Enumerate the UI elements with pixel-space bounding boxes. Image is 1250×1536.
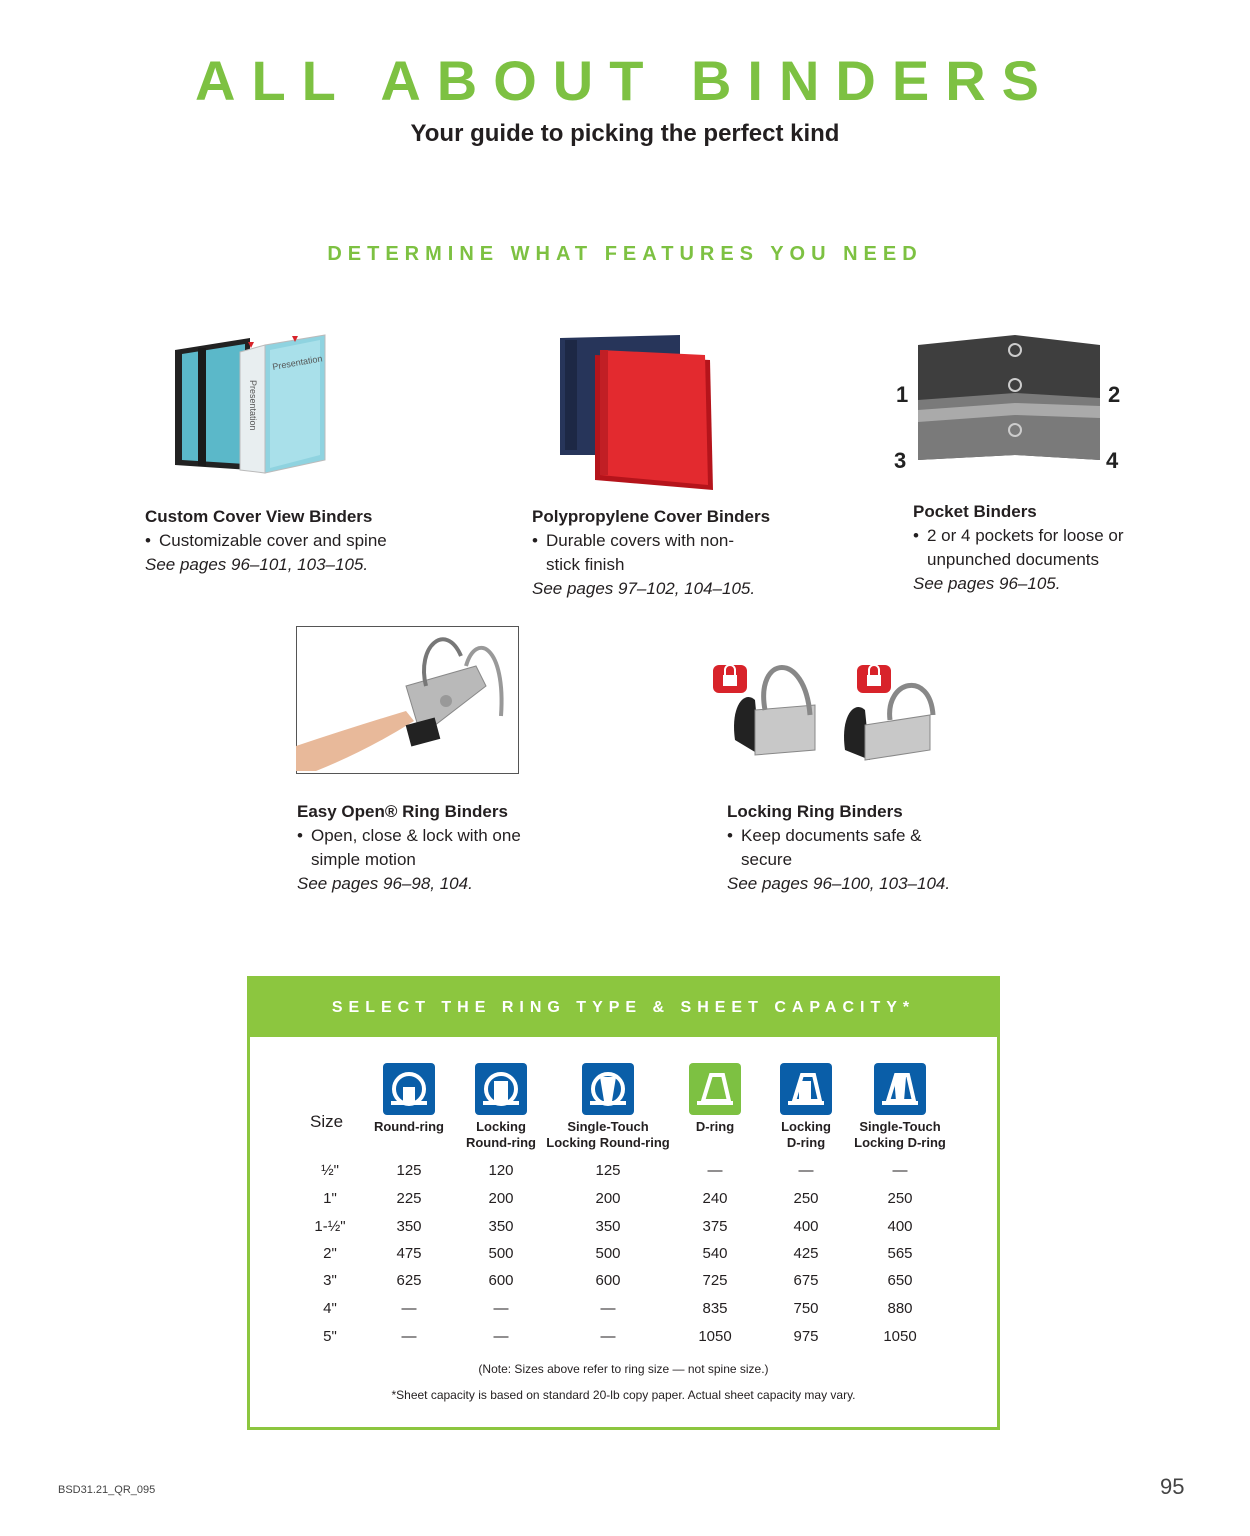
feature-easy-open xyxy=(297,800,537,896)
feature-bullet: Keep documents safe & secure xyxy=(741,826,922,869)
features-heading: DETERMINE WHAT FEATURES YOU NEED xyxy=(327,243,923,265)
table-footnote: *Sheet capacity is based on standard 20-lb copy paper. Actual sheet capacity may vary. xyxy=(391,1388,856,1402)
feature-bullet: Durable covers with non-stick finish xyxy=(546,531,735,574)
capacity-table: SELECT THE RING TYPE & SHEET CAPACITY* Size Round-ring Locking Round-ring Single-Touch Locking Round-ring D-ring Locking D-ring Single-Touch Locking D-ring ½" 125 120 125 — — — 1" 225 200 200 240 250 250 1-½" 350 350 350 375 400 400 2" 475 500 500 540 425 565 3" 625 600 600 725 675 650 4" — — — 835 750 880 5" — — — 1050 975 1050 (Note: Sizes above refer to ring size — not spine size.) *Sheet capacity is based on standard 20-lb copy paper. Actual sheet capacity may vary. xyxy=(247,976,1000,1430)
pocket-number-2: 2 xyxy=(1108,382,1121,407)
pocket-number-3: 3 xyxy=(894,448,907,473)
feature-pocket xyxy=(913,500,1153,596)
feature-title: Polypropylene Cover Binders xyxy=(532,507,771,526)
bullet-icon: • xyxy=(297,826,303,845)
single-touch-round-ring-icon xyxy=(582,1063,634,1115)
column-label-single-touch-round-ring: Single-Touch Locking Round-ring xyxy=(546,1119,670,1150)
bullet-icon: • xyxy=(727,826,733,845)
feature-title: Custom Cover View Binders xyxy=(145,507,373,526)
feature-pages: See pages 96–105. xyxy=(913,574,1061,593)
locking-ring-image xyxy=(705,655,945,775)
feature-bullet: 2 or 4 pockets for loose or unpunched documents xyxy=(927,526,1124,569)
feature-pages: See pages 96–98, 104. xyxy=(297,874,473,893)
feature-title: Locking Ring Binders xyxy=(727,802,903,821)
feature-title: Pocket Binders xyxy=(913,502,1037,521)
page-subtitle: Your guide to picking the perfect kind xyxy=(410,120,840,147)
size-column-header: Size xyxy=(310,1112,344,1131)
column-label-round-ring: Round-ring xyxy=(373,1119,445,1134)
locking-round-ring-icon xyxy=(475,1063,527,1115)
capacity-table-heading: SELECT THE RING TYPE & SHEET CAPACITY* xyxy=(250,979,997,1037)
round-ring-icon xyxy=(383,1063,435,1115)
pocket-number-1: 1 xyxy=(896,382,909,407)
column-label-locking-round-ring: Locking Round-ring xyxy=(465,1119,537,1150)
spine-label: Presentation xyxy=(248,380,258,431)
table-note: (Note: Sizes above refer to ring size — not spine size.) xyxy=(478,1362,769,1376)
bullet-icon: • xyxy=(913,526,919,545)
pocket-number-4: 4 xyxy=(1106,448,1119,473)
feature-locking xyxy=(727,800,967,896)
column-label-d-ring: D-ring xyxy=(695,1119,735,1134)
feature-pages: See pages 97–102, 104–105. xyxy=(532,579,756,598)
cover-label: Presentation xyxy=(271,353,324,372)
feature-bullet: Customizable cover and spine xyxy=(159,531,387,550)
easy-open-ring-image xyxy=(296,626,520,776)
single-touch-d-ring-icon xyxy=(874,1063,926,1115)
pocket-binder-image xyxy=(890,330,1130,475)
d-ring-icon xyxy=(689,1063,741,1115)
page-number: 95 xyxy=(1160,1474,1185,1499)
feature-pages: See pages 96–101, 103–105. xyxy=(145,555,369,574)
feature-pages: See pages 96–100, 103–104. xyxy=(727,874,951,893)
column-label-locking-d-ring: Locking D-ring xyxy=(781,1119,831,1150)
polypropylene-binder-image xyxy=(555,330,725,495)
bullet-icon: • xyxy=(145,531,151,550)
feature-bullet: Open, close & lock with one simple motion xyxy=(311,826,521,869)
page-title: ALL ABOUT BINDERS xyxy=(195,49,1055,112)
feature-custom-cover xyxy=(145,505,475,577)
feature-polypropylene xyxy=(532,505,792,601)
cover-view-binder-image xyxy=(170,330,340,480)
locking-d-ring-icon xyxy=(780,1063,832,1115)
column-label-single-touch-d-ring: Single-Touch Locking D-ring xyxy=(854,1119,946,1150)
footer-code: BSD31.21_QR_095 xyxy=(58,1484,156,1496)
feature-title: Easy Open® Ring Binders xyxy=(297,802,508,821)
bullet-icon: • xyxy=(532,531,538,550)
